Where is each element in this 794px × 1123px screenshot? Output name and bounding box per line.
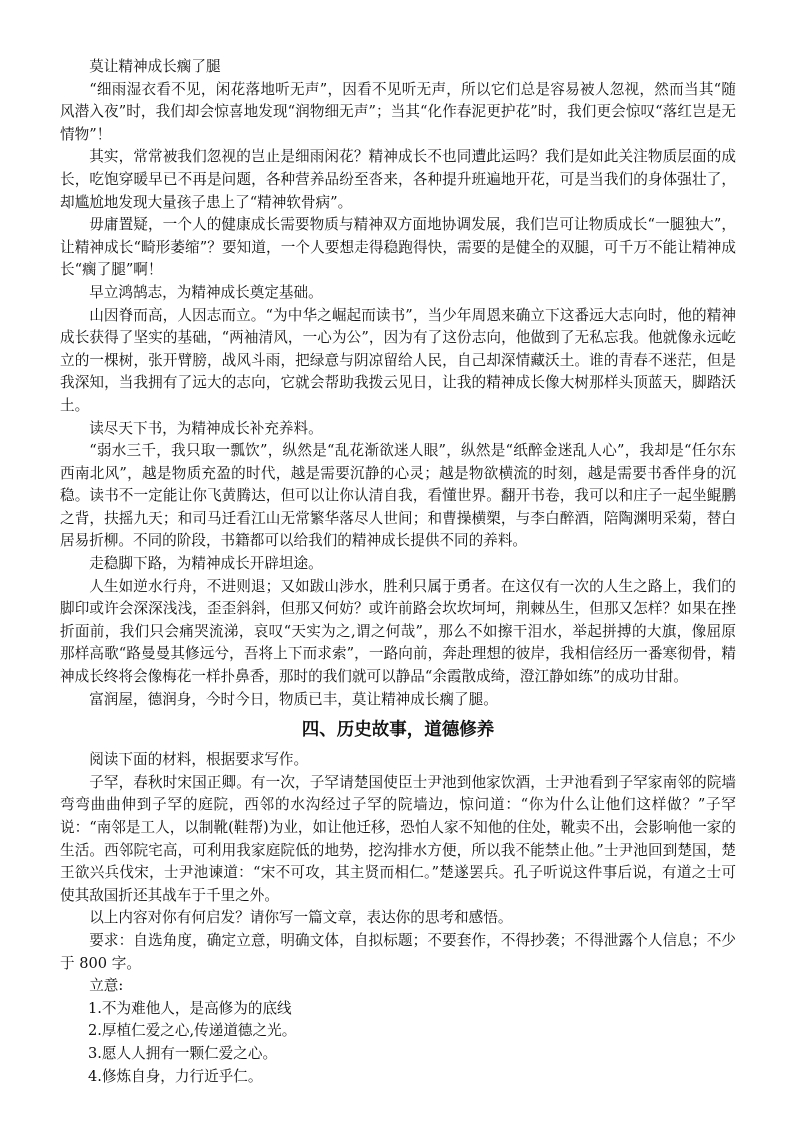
idea-item: 3.愿人人拥有一颗仁爱之心。 [88,1044,278,1062]
essay-paragraph: 富润屋，德润身，今时今日，物质已丰，莫让精神成长瘸了腿。 [89,690,498,708]
essay-paragraph: 毋庸置疑，一个人的健康成长需要物质与精神双方面地协调发展，我们岂可让物质成长“一腿独大”，让精神成长“畸形萎缩”？要知道，一个人要想走得稳跑得快，需要的是健全的双腿，可千万不能让精神成长“瘸了腿”啊！ [60,216,736,279]
idea-item: 1.不为难他人，是高修为的底线 [88,999,292,1017]
essay-paragraph: 山因脊而高，人因志而立。“为中华之崛起而读书”，当少年周恩来确立下这番远大志向时，他的精神成长获得了坚实的基础，“两袖清风，一心为公”，因为有了这份志向，他做到了无私忘我。他就像永远屹立的一棵树，张开臂膀，战风斗雨，把绿意与阴凉留给人民，自己却深情藏沃土。谁的青春不迷茫，但是我深知，当我拥有了远大的志向，它就会帮助我拨云见日，让我的精神成长像大树那样头顶蓝天，脚踏沃土。 [60,306,736,414]
document-body [60,56,736,1088]
ideas-label: 立意: [89,977,124,995]
essay-paragraph: 其实，常常被我们忽视的岂止是细雨闲花？精神成长不也同遭此运吗？我们是如此关注物质层面的成长，吃饱穿暖早已不再是问题，各种营养品纷至沓来，各种提升班遍地开花，可是当我们的身体强壮了，却尴尬地发现大量孩子患上了“精神软骨病”。 [60,148,736,211]
idea-item: 4.修炼自身，力行近乎仁。 [88,1067,263,1085]
section-heading: 四、历史故事，道德修养 [301,720,495,741]
essay-subheading: 早立鸿鹄志，为精神成长奠定基础。 [89,283,323,301]
section-question: 以上内容对你有何启发？请你写一篇文章，表达你的思考和感悟。 [89,909,513,927]
essay-paragraph: “弱水三千，我只取一瓢饮”，纵然是“乱花渐欲迷人眼”，纵然是“纸醉金迷乱人心”，我却是“任尔东西南北风”，越是物质充盈的时代，越是需要沉静的心灵；越是物欲横流的时刻，越是需要书香伴身的沉稳。读书不一定能让你飞黄腾达，但可以让你认清自我，看懂世界。翻开书卷，我可以和庄子一起坐鲲鹏之背，扶摇九天；和司马迁看江山无常繁华落尽人世间；和曹操横槊，与李白醉酒，陪陶渊明采菊，替白居易折柳。不同的阶段，书籍都可以给我们的精神成长提供不同的养料。 [60,442,736,550]
essay-paragraph: 人生如逆水行舟，不进则退；又如跋山涉水，胜利只属于勇者。在这仅有一次的人生之路上，我们的脚印或许会深深浅浅，歪歪斜斜，但那又何妨？或许前路会坎坎坷坷，荆棘丛生，但那又怎样？如果在挫折面前，我们只会痛哭流涕，哀叹“天实为之,谓之何哉”，那么不如擦干泪水，举起拼搏的大旗，像屈原那样高歌“路曼曼其修远兮，吾将上下而求索”，一路向前，奔赴理想的彼岸，我相信经历一番寒彻骨，精神成长终将会像梅花一样扑鼻香，那时的我们就可以静品“余霞散成绮，澄江静如练”的成功甘甜。 [60,577,736,686]
essay-subheading: 读尽天下书，为精神成长补充养料。 [89,419,323,437]
essay-subheading: 走稳脚下路，为精神成长开辟坦途。 [89,555,323,573]
essay-title: 莫让精神成长瘸了腿 [89,58,221,75]
idea-item: 2.厚植仁爱之心,传递道德之光。 [88,1022,297,1040]
section-material: 子罕，春秋时宋国正卿。有一次，子罕请楚国使臣士尹池到他家饮酒，士尹池看到子罕家南邻的院墙弯弯曲曲伸到子罕的庭院，西邻的水沟经过子罕的院墙边，惊问道：“你为什么让他们这样做？”子罕说：“南邻是工人，以制靴(鞋帮)为业，如让他迁移，恐怕人家不知他的住处，靴卖不出，会影响他一家的生活。西邻院宅高，可利用我家庭院低的地势，挖沟排水方便，所以我不能禁止他。”士尹池回到楚国，楚王欲兴兵伐宋，士尹池谏道：“宋不可攻，其主贤而相仁。”楚遂罢兵。孔子听说这件事后说，有道之士可使其敌国折还其战车于千里之外。 [60,773,736,904]
section-requirement: 要求：自选角度，确定立意，明确文体，自拟标题；不要套作，不得抄袭；不得泄露个人信息；不少于 800 字。 [60,931,736,972]
essay-paragraph: “细雨湿衣看不见，闲花落地听无声”，因看不见听无声，所以它们总是容易被人忽视，然而当其“随风潜入夜”时，我们却会惊喜地发现“润物细无声”；当其“化作春泥更护花”时，我们更会惊叹“落红岂是无情物”！ [60,80,736,143]
section-intro: 阅读下面的材料，根据要求写作。 [89,751,309,769]
